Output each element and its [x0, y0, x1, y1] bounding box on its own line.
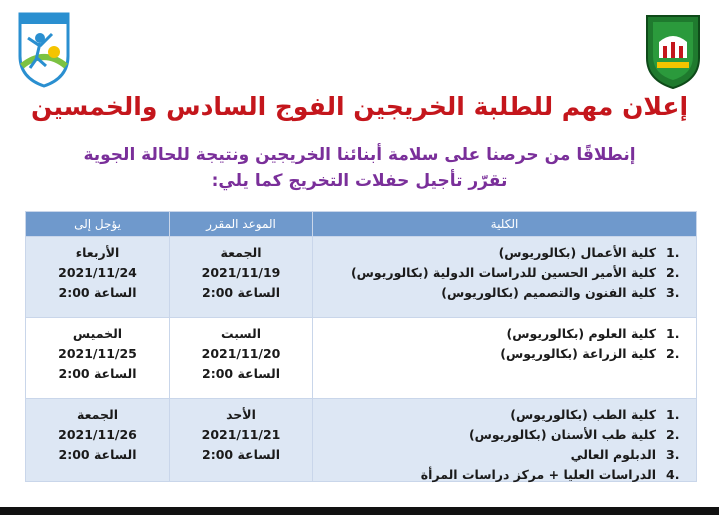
list-item — [313, 344, 684, 364]
scheduled-date: 2021/11/21 — [201, 427, 281, 442]
postponed-date: 2021/11/25 — [58, 346, 137, 361]
postponed-day: الخميس — [72, 326, 123, 341]
college-name: كلية الأعمال (بكالوريوس) — [498, 245, 656, 260]
postponed-cell — [26, 399, 169, 481]
postponed-time: الساعة 2:00 — [58, 366, 137, 381]
scheduled-cell — [169, 318, 312, 398]
item-number: 2. — [666, 427, 680, 442]
emblem-icon — [12, 8, 76, 88]
scheduled-cell — [169, 399, 312, 481]
college-name: كلية العلوم (بكالوريوس) — [506, 326, 656, 341]
scheduled-time: الساعة 2:00 — [202, 285, 280, 300]
list-item — [313, 445, 684, 465]
postponed-day: الجمعة — [76, 407, 118, 422]
item-number: 3. — [666, 447, 680, 462]
list-item — [313, 465, 684, 485]
scheduled-day: الأحد — [226, 407, 256, 422]
postponed-time: الساعة 2:00 — [58, 285, 137, 300]
scheduled-time: الساعة 2:00 — [202, 447, 280, 462]
postponed-cell — [26, 237, 169, 317]
list-item — [313, 425, 684, 445]
postponed-cell — [26, 318, 169, 398]
header-postponed: يؤجل إلى — [74, 217, 121, 231]
college-name: كلية الزراعة (بكالوريوس) — [500, 346, 656, 361]
scheduled-day: الجمعة — [220, 245, 262, 260]
list-item — [313, 283, 684, 303]
college-name: الدبلوم العالي — [570, 447, 656, 462]
university-crest-icon — [643, 12, 703, 90]
table-header-row — [26, 212, 696, 237]
postponed-day: الأربعاء — [75, 245, 120, 260]
item-number: 1. — [666, 326, 680, 341]
announcement-decision: تقرّر تأجيل حفلات التخريج كما يلي: — [211, 171, 508, 191]
header-college: الكلية — [312, 212, 696, 236]
college-name: كلية الطب (بكالوريوس) — [510, 407, 656, 422]
item-number: 3. — [666, 285, 680, 300]
college-name: كلية الأمير الحسين للدراسات الدولية (بكالوريوس) — [350, 265, 656, 280]
table-row — [26, 237, 696, 318]
scheduled-time: الساعة 2:00 — [202, 366, 280, 381]
postponed-date: 2021/11/26 — [58, 427, 137, 442]
college-cell — [312, 399, 696, 481]
scheduled-day: السبت — [220, 326, 262, 341]
list-item — [313, 405, 684, 425]
header-scheduled: الموعد المقرر — [169, 212, 312, 236]
table-row — [26, 399, 696, 481]
announcement-headline: إعلان مهم للطلبة الخريجين الفوج السادس والخمسين — [30, 92, 689, 121]
college-name: الدراسات العليا + مركز دراسات المرأة — [420, 467, 656, 482]
scheduled-date: 2021/11/19 — [201, 265, 281, 280]
list-item — [313, 243, 684, 263]
table-row — [26, 318, 696, 399]
scheduled-date: 2021/11/20 — [201, 346, 281, 361]
item-number: 2. — [666, 346, 680, 361]
postponed-time: الساعة 2:00 — [58, 447, 137, 462]
postponed-date: 2021/11/24 — [58, 265, 137, 280]
college-cell — [312, 318, 696, 398]
item-number: 2. — [666, 265, 680, 280]
college-name: كلية طب الأسنان (بكالوريوس) — [468, 427, 656, 442]
schedule-table — [25, 211, 697, 482]
announcement-intro: إنطلاقًا من حرصنا على سلامة أبنائنا الخريجين ونتيجة للحالة الجوية — [83, 145, 636, 165]
college-name: كلية الفنون والتصميم (بكالوريوس) — [441, 285, 656, 300]
bottom-bar — [0, 507, 719, 515]
item-number: 1. — [666, 407, 680, 422]
item-number: 4. — [666, 467, 680, 482]
list-item — [313, 263, 684, 283]
list-item — [313, 324, 684, 344]
scheduled-cell — [169, 237, 312, 317]
college-cell — [312, 237, 696, 317]
item-number: 1. — [666, 245, 680, 260]
